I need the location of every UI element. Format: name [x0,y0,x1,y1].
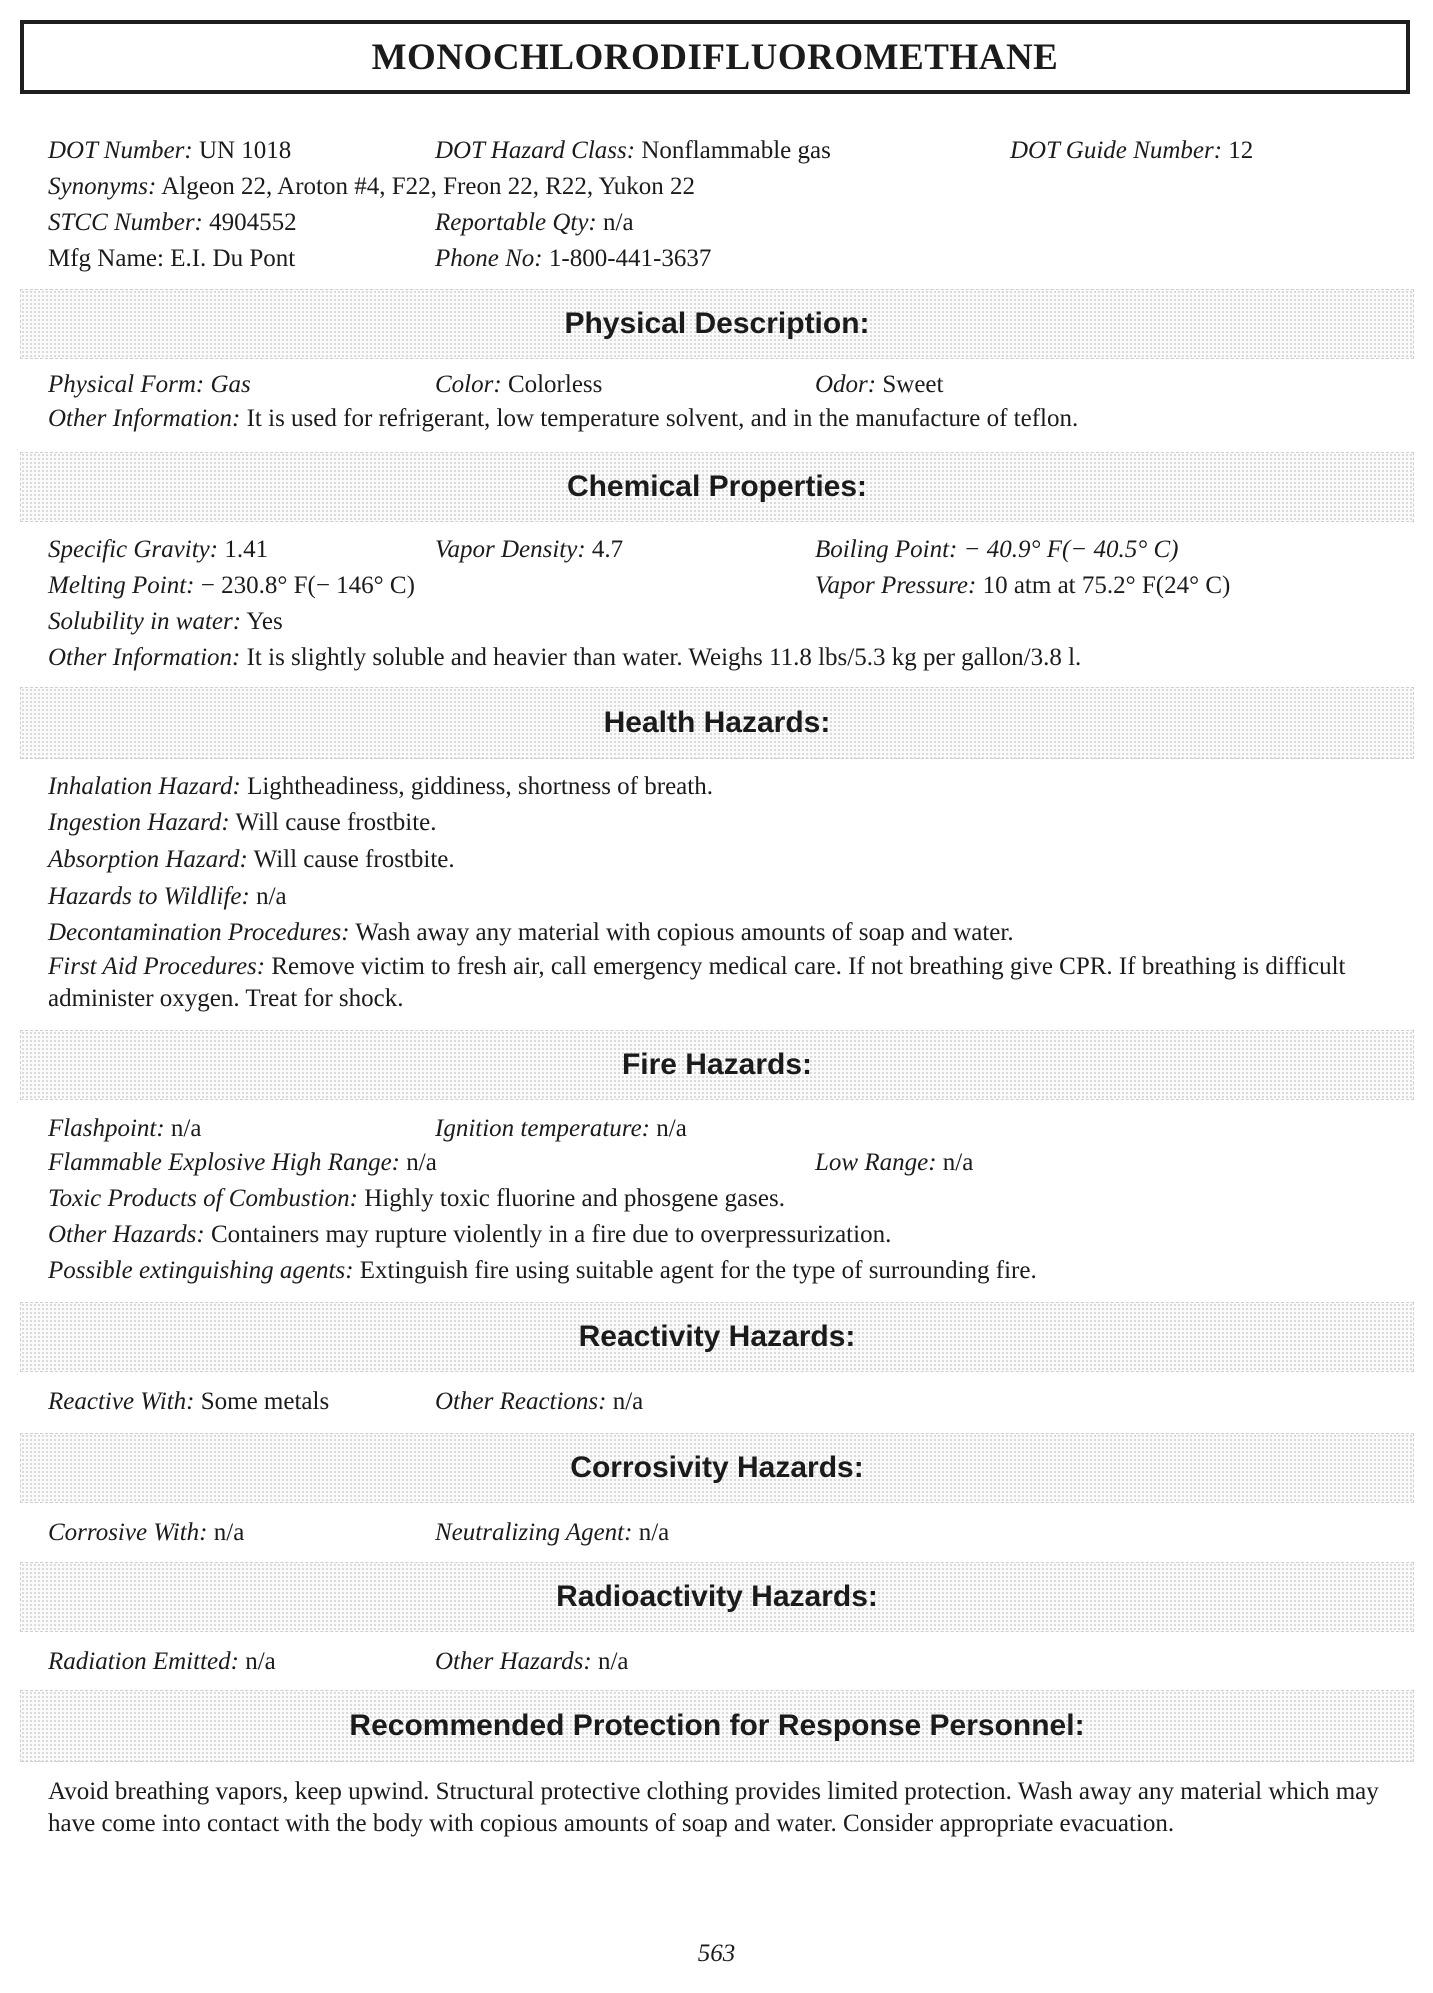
section-header-protection: Recommended Protection for Response Personnel: [20,1690,1414,1762]
mfg-row [48,242,1428,276]
chemical-row-1 [48,533,1428,567]
flashpoint: Flashpoint: n/a [48,1115,202,1142]
high-range: Flammable Explosive High Range: n/a [48,1149,437,1176]
melting-point: Melting Point: − 230.8° F(− 146° C) [48,572,415,599]
vapor-density: Vapor Density: 4.7 [435,536,624,563]
other-reactions: Other Reactions: n/a [435,1388,644,1415]
ignition-temperature: Ignition temperature: n/a [435,1115,687,1142]
toxic-products: Toxic Products of Combustion: Highly toxic fluorine and phosgene gases. [48,1185,785,1212]
fire-other-hazards: Other Hazards: Containers may rupture violently in a fire due to overpressurization. [48,1221,892,1248]
vapor-pressure: Vapor Pressure: 10 atm at 75.2° F(24° C) [815,572,1231,599]
fire-row-1 [48,1112,1428,1146]
absorption-hazard: Absorption Hazard: Will cause frostbite. [48,846,455,873]
section-header-physical: Physical Description: [20,289,1414,359]
protection-text: Avoid breathing vapors, keep upwind. Structural protective clothing provides limited protection. Wash away any material which may have come into contact with the body with copious amounts of soap and water. Consider appropriate evacuation. [48,1778,1379,1837]
wildlife-hazard: Hazards to Wildlife: n/a [48,883,287,910]
section-header-radioactivity: Radioactivity Hazards: [20,1562,1414,1632]
neutralizing-agent: Neutralizing Agent: n/a [435,1519,670,1546]
radioactivity-row [48,1645,1428,1679]
inhalation-hazard: Inhalation Hazard: Lightheadiness, giddiness, shortness of breath. [48,773,713,800]
mfg-name: Mfg Name: E.I. Du Pont [48,245,296,272]
chemical-other: Other Information: It is slightly soluble and heavier than water. Weighs 11.8 lbs/5.3 kg per gallon/3.8 l. [48,644,1082,671]
section-header-corrosivity: Corrosivity Hazards: [20,1433,1414,1503]
boiling-point: Boiling Point: − 40.9° F(− 40.5° C) [815,536,1179,563]
page-number: 563 [697,1940,736,1967]
section-header-fire: Fire Hazards: [20,1030,1414,1100]
reactivity-row [48,1385,1428,1419]
phone-number: Phone No: 1-800-441-3637 [435,245,712,272]
odor: Odor: Sweet [815,371,944,398]
reportable-qty: Reportable Qty: n/a [435,209,634,236]
specific-gravity: Specific Gravity: 1.41 [48,536,269,563]
physical-row [48,368,1428,402]
page-title: MONOCHLORODIFLUOROMETHANE [371,36,1059,78]
dot-row [48,134,1428,168]
physical-other: Other Information: It is used for refrigerant, low temperature solvent, and in the manufacture of teflon. [48,405,1079,432]
stcc-number: STCC Number: 4904552 [48,209,297,236]
section-header-reactivity: Reactivity Hazards: [20,1302,1414,1372]
radio-other-hazards: Other Hazards: n/a [435,1648,629,1675]
stcc-row [48,206,1428,240]
low-range: Low Range: n/a [815,1149,974,1176]
synonyms-row [48,170,1428,204]
corrosivity-row [48,1516,1428,1550]
physical-form: Physical Form: Gas [48,371,251,398]
section-header-chemical: Chemical Properties: [20,452,1414,522]
first-aid: First Aid Procedures: Remove victim to fresh air, call emergency medical care. If not breathing give CPR. If breathing is difficult administer oxygen. Treat for shock. [48,953,1346,1012]
corrosive-with: Corrosive With: n/a [48,1519,245,1546]
color: Color: Colorless [435,371,603,398]
synonyms: Synonyms: Algeon 22, Aroton #4, F22, Freon 22, R22, Yukon 22 [48,173,695,200]
reactive-with: Reactive With: Some metals [48,1388,330,1415]
dot-hazard-class: DOT Hazard Class: Nonflammable gas [435,137,831,164]
fire-row-2 [48,1146,1428,1180]
dot-guide-number: DOT Guide Number: 12 [1010,137,1254,164]
chemical-row-2 [48,569,1428,603]
extinguishing-agents: Possible extinguishing agents: Extinguish fire using suitable agent for the type of surrounding fire. [48,1257,1037,1284]
dot-number: DOT Number: UN 1018 [48,137,292,164]
title-box [20,20,1410,94]
section-header-health: Health Hazards: [20,687,1414,759]
ingestion-hazard: Ingestion Hazard: Will cause frostbite. [48,809,437,836]
radiation-emitted: Radiation Emitted: n/a [48,1648,276,1675]
chemical-row-3: Solubility in water: Yes [48,608,283,635]
decontamination: Decontamination Procedures: Wash away any material with copious amounts of soap and water. [48,919,1014,946]
